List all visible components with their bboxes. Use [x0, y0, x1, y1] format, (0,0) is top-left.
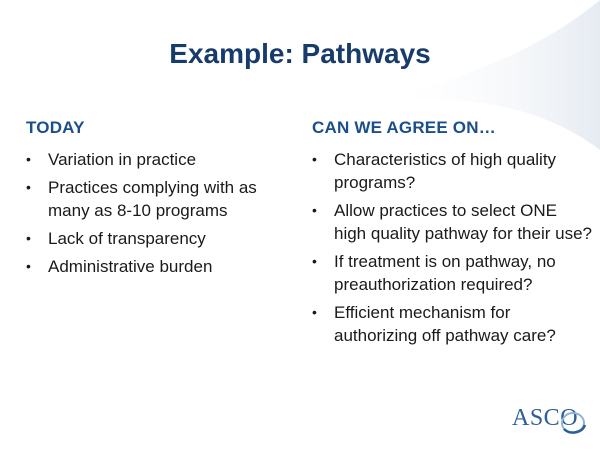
- list-item: [312, 250, 592, 296]
- bullet-icon: •: [312, 304, 317, 320]
- list-item-text: Practices complying with as many as 8-10 programs: [48, 178, 257, 220]
- list-item-text: Efficient mechanism for authorizing off pathway care?: [334, 303, 556, 345]
- agree-column: [312, 118, 592, 352]
- agree-heading: CAN WE AGREE ON…: [312, 118, 496, 137]
- today-column: [26, 118, 296, 283]
- today-list: [26, 148, 296, 278]
- list-item: [312, 148, 592, 194]
- agree-list: [312, 148, 592, 347]
- list-item-text: Lack of transparency: [48, 229, 206, 248]
- list-item: [312, 199, 592, 245]
- bullet-icon: •: [26, 179, 31, 195]
- bullet-icon: •: [312, 202, 317, 218]
- slide-title: Example: Pathways: [169, 38, 431, 69]
- bullet-icon: •: [312, 253, 317, 269]
- logo-swirl-icon: [512, 405, 592, 439]
- list-item: [26, 176, 296, 222]
- logo-text: ASCO: [512, 405, 579, 431]
- bullet-icon: •: [312, 151, 317, 167]
- bullet-icon: •: [26, 230, 31, 246]
- bullet-icon: •: [26, 258, 31, 274]
- list-item-text: Variation in practice: [48, 150, 197, 169]
- list-item: [312, 301, 592, 347]
- list-item-text: Characteristics of high quality programs?: [334, 150, 557, 192]
- list-item-text: Administrative burden: [48, 257, 213, 276]
- bullet-icon: •: [26, 151, 31, 167]
- today-heading: TODAY: [26, 118, 85, 137]
- asco-logo: [512, 405, 592, 439]
- list-item-text: If treatment is on pathway, no preauthorization required?: [334, 252, 556, 294]
- list-item: [26, 227, 296, 250]
- list-item: [26, 255, 296, 278]
- list-item-text: Allow practices to select ONE high quality pathway for their use?: [334, 201, 592, 243]
- list-item: [26, 148, 296, 171]
